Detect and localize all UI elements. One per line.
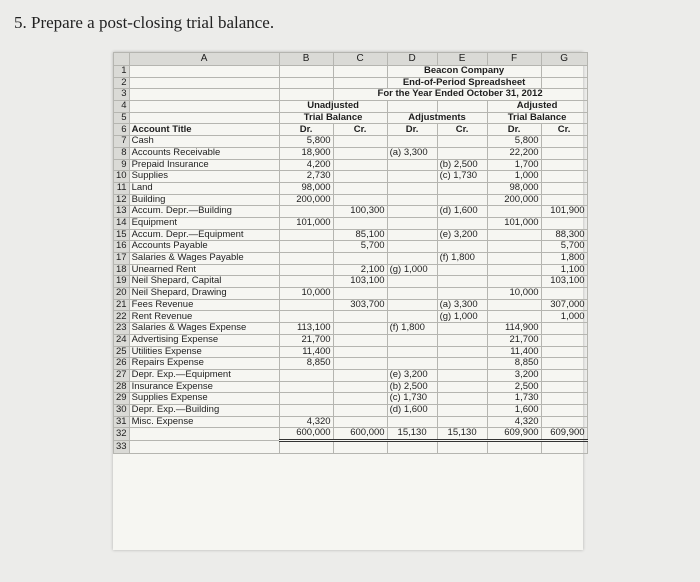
unadjusted-debit[interactable]: 10,000 — [279, 288, 333, 300]
adjusted-credit[interactable] — [541, 194, 587, 206]
adjusted-credit[interactable] — [541, 346, 587, 358]
adjustment-credit[interactable] — [437, 276, 487, 288]
adjustment-credit[interactable] — [437, 323, 487, 335]
column-header[interactable]: A — [129, 53, 279, 66]
cell[interactable] — [333, 66, 387, 78]
adjustment-credit[interactable] — [437, 369, 487, 381]
account-row — [114, 381, 588, 393]
adjusted-credit[interactable]: 101,900 — [541, 206, 587, 218]
account-title[interactable]: Unearned Rent — [129, 264, 279, 276]
adjusted-credit[interactable] — [541, 147, 587, 159]
unadjusted-credit[interactable] — [333, 194, 387, 206]
account-row — [114, 276, 588, 288]
header-row-5 — [114, 112, 588, 124]
cell[interactable] — [129, 428, 279, 441]
adjusted-debit[interactable]: 200,000 — [487, 194, 541, 206]
account-title[interactable]: Advertising Expense — [129, 334, 279, 346]
unadjusted-debit[interactable]: 98,000 — [279, 182, 333, 194]
adjusted-credit[interactable]: 307,000 — [541, 299, 587, 311]
adjusted-credit[interactable] — [541, 323, 587, 335]
unadjusted-debit[interactable]: 101,000 — [279, 217, 333, 229]
account-title[interactable]: Building — [129, 194, 279, 206]
row-number[interactable]: 32 — [114, 428, 130, 441]
account-row — [114, 346, 588, 358]
adjustment-credit[interactable]: (f) 1,800 — [437, 253, 487, 265]
cell[interactable] — [279, 441, 333, 454]
adjusted-credit[interactable] — [541, 381, 587, 393]
adjusted-credit[interactable] — [541, 136, 587, 148]
account-row — [114, 323, 588, 335]
adjusted-debit[interactable]: 1,000 — [487, 171, 541, 183]
column-header[interactable] — [114, 53, 130, 66]
account-title[interactable]: Prepaid Insurance — [129, 159, 279, 171]
column-header[interactable]: D — [387, 53, 437, 66]
adjustment-debit[interactable] — [387, 206, 437, 218]
adjusted-debit[interactable]: 2,500 — [487, 381, 541, 393]
adjusted-debit[interactable]: 21,700 — [487, 334, 541, 346]
adjusted-debit[interactable]: 1,730 — [487, 393, 541, 405]
adjusted-debit[interactable]: 101,000 — [487, 217, 541, 229]
unadjusted-credit[interactable] — [333, 136, 387, 148]
account-row — [114, 159, 588, 171]
unadjusted-debit[interactable] — [279, 299, 333, 311]
row-number[interactable]: 4 — [114, 101, 130, 113]
adjusted-credit[interactable] — [541, 369, 587, 381]
sheet-title[interactable]: End-of-Period Spreadsheet — [387, 77, 541, 89]
account-row — [114, 416, 588, 428]
cell[interactable] — [129, 101, 279, 113]
account-title[interactable]: Cash — [129, 136, 279, 148]
total-e[interactable]: 15,130 — [437, 428, 487, 441]
cell[interactable] — [279, 89, 333, 101]
cell[interactable] — [487, 441, 541, 454]
header-row-2 — [114, 77, 588, 89]
unadjusted-credit[interactable] — [333, 159, 387, 171]
adjusted-debit[interactable] — [487, 299, 541, 311]
account-row — [114, 299, 588, 311]
adjustment-credit[interactable]: (d) 1,600 — [437, 206, 487, 218]
adjustment-credit[interactable]: (c) 1,730 — [437, 171, 487, 183]
adjusted-debit[interactable]: 4,320 — [487, 416, 541, 428]
unadjusted-credit[interactable] — [333, 381, 387, 393]
column-header-row — [114, 53, 588, 66]
cell[interactable] — [387, 101, 437, 113]
adjustment-credit[interactable] — [437, 217, 487, 229]
adjustment-debit[interactable] — [387, 346, 437, 358]
adjusted-credit[interactable] — [541, 171, 587, 183]
empty-row — [114, 441, 588, 454]
dr-heading[interactable]: Dr. — [487, 124, 541, 136]
unadjusted-credit[interactable] — [333, 334, 387, 346]
account-row — [114, 288, 588, 300]
adjusted-debit[interactable]: 114,900 — [487, 323, 541, 335]
account-row — [114, 253, 588, 265]
unadjusted-debit[interactable]: 4,200 — [279, 159, 333, 171]
adjusted-credit[interactable] — [541, 334, 587, 346]
account-title[interactable]: Utilities Expense — [129, 346, 279, 358]
cr-heading[interactable]: Cr. — [333, 124, 387, 136]
unadjusted-credit[interactable] — [333, 147, 387, 159]
adjustment-debit[interactable] — [387, 241, 437, 253]
unadjusted-credit[interactable] — [333, 323, 387, 335]
cr-heading[interactable]: Cr. — [437, 124, 487, 136]
unadjusted-credit[interactable]: 103,100 — [333, 276, 387, 288]
adjustment-debit[interactable]: (f) 1,800 — [387, 323, 437, 335]
adjusted-credit[interactable]: 5,700 — [541, 241, 587, 253]
cell[interactable] — [129, 441, 279, 454]
account-title[interactable]: Accum. Depr.—Equipment — [129, 229, 279, 241]
adjustment-debit[interactable] — [387, 334, 437, 346]
account-title[interactable]: Accounts Payable — [129, 241, 279, 253]
unadjusted-credit[interactable] — [333, 311, 387, 323]
account-title[interactable]: Supplies Expense — [129, 393, 279, 405]
adjusted-debit[interactable] — [487, 264, 541, 276]
adjustment-credit[interactable] — [437, 136, 487, 148]
column-header[interactable]: B — [279, 53, 333, 66]
row-number[interactable]: 1 — [114, 66, 130, 78]
adjustment-debit[interactable] — [387, 182, 437, 194]
row-number[interactable]: 18 — [114, 264, 130, 276]
account-title[interactable]: Supplies — [129, 171, 279, 183]
adjustment-debit[interactable] — [387, 311, 437, 323]
row-number[interactable]: 17 — [114, 253, 130, 265]
adjustment-credit[interactable] — [437, 241, 487, 253]
adjusted-credit[interactable] — [541, 393, 587, 405]
adjusted-debit[interactable]: 98,000 — [487, 182, 541, 194]
unadjusted-credit[interactable] — [333, 217, 387, 229]
cell[interactable] — [437, 101, 487, 113]
adjustment-credit[interactable]: (e) 3,200 — [437, 229, 487, 241]
adjustment-credit[interactable]: (a) 3,300 — [437, 299, 487, 311]
unadjusted-debit[interactable] — [279, 393, 333, 405]
adjusted-debit[interactable]: 10,000 — [487, 288, 541, 300]
row-number[interactable]: 33 — [114, 441, 130, 454]
adjustment-credit[interactable] — [437, 182, 487, 194]
adjusted-credit[interactable]: 88,300 — [541, 229, 587, 241]
adjustment-debit[interactable]: (b) 2,500 — [387, 381, 437, 393]
account-row — [114, 182, 588, 194]
unadjusted-debit[interactable] — [279, 404, 333, 416]
adjusted-debit[interactable] — [487, 253, 541, 265]
adjustment-debit[interactable] — [387, 288, 437, 300]
adjusted-debit[interactable] — [487, 276, 541, 288]
adjustment-credit[interactable] — [437, 264, 487, 276]
row-number[interactable]: 20 — [114, 288, 130, 300]
unadjusted-debit[interactable] — [279, 253, 333, 265]
adjusted-credit[interactable]: 103,100 — [541, 276, 587, 288]
account-row — [114, 194, 588, 206]
adjustment-credit[interactable] — [437, 346, 487, 358]
adjustment-debit[interactable]: (g) 1,000 — [387, 264, 437, 276]
cell[interactable] — [541, 77, 587, 89]
account-title[interactable]: Neil Shepard, Capital — [129, 276, 279, 288]
row-number[interactable]: 19 — [114, 276, 130, 288]
company-name[interactable]: Beacon Company — [387, 66, 541, 78]
cell[interactable] — [541, 66, 587, 78]
unadjusted-debit[interactable]: 2,730 — [279, 171, 333, 183]
header-row-4 — [114, 101, 588, 113]
row-number[interactable]: 31 — [114, 416, 130, 428]
account-row — [114, 358, 588, 370]
cr-heading[interactable]: Cr. — [541, 124, 587, 136]
total-b[interactable]: 600,000 — [279, 428, 333, 441]
adjustment-debit[interactable] — [387, 416, 437, 428]
adjusted-debit[interactable]: 1,600 — [487, 404, 541, 416]
adjustment-credit[interactable] — [437, 334, 487, 346]
unadjusted-credit[interactable] — [333, 393, 387, 405]
row-number[interactable]: 13 — [114, 206, 130, 218]
column-header[interactable]: E — [437, 53, 487, 66]
adjusted-debit[interactable]: 11,400 — [487, 346, 541, 358]
account-title[interactable]: Land — [129, 182, 279, 194]
adjustment-debit[interactable] — [387, 253, 437, 265]
unadjusted-credit[interactable]: 5,700 — [333, 241, 387, 253]
adjusted-credit[interactable] — [541, 182, 587, 194]
unadjusted-credit[interactable] — [333, 346, 387, 358]
unadjusted-debit[interactable] — [279, 311, 333, 323]
account-row — [114, 264, 588, 276]
account-row — [114, 229, 588, 241]
totals-row — [114, 428, 588, 441]
row-number[interactable]: 8 — [114, 147, 130, 159]
adjusted-debit[interactable]: 22,200 — [487, 147, 541, 159]
row-number[interactable]: 29 — [114, 393, 130, 405]
unadjusted-debit[interactable] — [279, 264, 333, 276]
row-number[interactable]: 28 — [114, 381, 130, 393]
account-title[interactable]: Equipment — [129, 217, 279, 229]
row-number[interactable]: 27 — [114, 369, 130, 381]
adjustment-debit[interactable] — [387, 159, 437, 171]
adjustment-debit[interactable] — [387, 358, 437, 370]
period-heading[interactable]: For the Year Ended October 31, 2012 — [333, 89, 587, 101]
unadjusted-credit[interactable]: 100,300 — [333, 206, 387, 218]
adjustment-credit[interactable] — [437, 194, 487, 206]
row-number[interactable]: 16 — [114, 241, 130, 253]
account-row — [114, 334, 588, 346]
unadjusted-debit[interactable] — [279, 381, 333, 393]
row-number[interactable]: 23 — [114, 323, 130, 335]
cell[interactable] — [437, 441, 487, 454]
adjustment-debit[interactable] — [387, 171, 437, 183]
unadjusted-debit[interactable] — [279, 369, 333, 381]
cell[interactable] — [129, 77, 279, 89]
row-number[interactable]: 24 — [114, 334, 130, 346]
account-row — [114, 369, 588, 381]
unadjusted-debit[interactable]: 8,850 — [279, 358, 333, 370]
account-title-heading[interactable]: Account Title — [129, 124, 279, 136]
adjustment-debit[interactable] — [387, 276, 437, 288]
adjustments-heading[interactable]: Adjustments — [387, 112, 487, 124]
cell[interactable] — [333, 441, 387, 454]
cell[interactable] — [333, 77, 387, 89]
unadjusted-debit[interactable]: 113,100 — [279, 323, 333, 335]
total-f[interactable]: 609,900 — [487, 428, 541, 441]
adjustment-debit[interactable]: (e) 3,200 — [387, 369, 437, 381]
unadjusted-heading[interactable]: Unadjusted — [279, 101, 387, 113]
header-row-1 — [114, 66, 588, 78]
adjustment-credit[interactable]: (g) 1,000 — [437, 311, 487, 323]
row-number[interactable]: 6 — [114, 124, 130, 136]
row-number[interactable]: 11 — [114, 182, 130, 194]
account-title[interactable]: Salaries & Wages Payable — [129, 253, 279, 265]
adjustment-debit[interactable] — [387, 194, 437, 206]
unadjusted-credit[interactable]: 303,700 — [333, 299, 387, 311]
adjusted-credit[interactable]: 1,800 — [541, 253, 587, 265]
account-title[interactable]: Accounts Receivable — [129, 147, 279, 159]
total-c[interactable]: 600,000 — [333, 428, 387, 441]
header-row-6 — [114, 124, 588, 136]
question-title: 5. Prepare a post-closing trial balance. — [14, 13, 275, 32]
cell[interactable] — [129, 66, 279, 78]
account-row — [114, 136, 588, 148]
account-title[interactable]: Fees Revenue — [129, 299, 279, 311]
adjusted-credit[interactable] — [541, 358, 587, 370]
unadjusted-credit[interactable] — [333, 253, 387, 265]
unadjusted-credit[interactable]: 2,100 — [333, 264, 387, 276]
unadjusted-credit[interactable] — [333, 288, 387, 300]
adjusted-credit[interactable]: 1,100 — [541, 264, 587, 276]
adjustment-credit[interactable] — [437, 147, 487, 159]
adjustment-debit[interactable] — [387, 136, 437, 148]
account-row — [114, 206, 588, 218]
row-number[interactable]: 14 — [114, 217, 130, 229]
unadjusted-debit[interactable]: 4,320 — [279, 416, 333, 428]
unadjusted-debit[interactable] — [279, 276, 333, 288]
adjusted-debit[interactable]: 1,700 — [487, 159, 541, 171]
adjusted-debit[interactable] — [487, 206, 541, 218]
cell[interactable] — [387, 441, 437, 454]
unadjusted-credit[interactable] — [333, 182, 387, 194]
header-row-3 — [114, 89, 588, 101]
adjustment-debit[interactable] — [387, 299, 437, 311]
spreadsheet-grid — [113, 52, 588, 454]
row-number[interactable]: 22 — [114, 311, 130, 323]
unadjusted-credit[interactable] — [333, 358, 387, 370]
total-d[interactable]: 15,130 — [387, 428, 437, 441]
column-header[interactable]: F — [487, 53, 541, 66]
adjusted-credit[interactable] — [541, 159, 587, 171]
cell[interactable] — [279, 77, 333, 89]
row-number[interactable]: 25 — [114, 346, 130, 358]
account-row — [114, 393, 588, 405]
cell[interactable] — [279, 66, 333, 78]
unadjusted-debit[interactable]: 21,700 — [279, 334, 333, 346]
row-number[interactable]: 30 — [114, 404, 130, 416]
adjustment-credit[interactable] — [437, 381, 487, 393]
row-number[interactable]: 3 — [114, 89, 130, 101]
adjustment-debit[interactable]: (c) 1,730 — [387, 393, 437, 405]
unadjusted-debit[interactable] — [279, 206, 333, 218]
account-row — [114, 311, 588, 323]
adjustment-credit[interactable] — [437, 288, 487, 300]
account-title[interactable]: Insurance Expense — [129, 381, 279, 393]
account-row — [114, 147, 588, 159]
unadjusted-debit[interactable]: 18,900 — [279, 147, 333, 159]
unadjusted-debit[interactable]: 11,400 — [279, 346, 333, 358]
account-title[interactable]: Rent Revenue — [129, 311, 279, 323]
adjustment-debit[interactable]: (a) 3,300 — [387, 147, 437, 159]
adjustment-debit[interactable] — [387, 229, 437, 241]
adjusted-trial-balance-heading[interactable]: Trial Balance — [487, 112, 587, 124]
unadjusted-credit[interactable]: 85,100 — [333, 229, 387, 241]
dr-heading[interactable]: Dr. — [387, 124, 437, 136]
account-title[interactable]: Depr. Exp.—Building — [129, 404, 279, 416]
adjustment-credit[interactable] — [437, 358, 487, 370]
account-row — [114, 241, 588, 253]
row-number[interactable]: 26 — [114, 358, 130, 370]
account-title[interactable]: Depr. Exp.—Equipment — [129, 369, 279, 381]
adjusted-credit[interactable] — [541, 217, 587, 229]
adjustment-credit[interactable] — [437, 416, 487, 428]
total-g[interactable]: 609,900 — [541, 428, 587, 441]
row-number[interactable]: 7 — [114, 136, 130, 148]
account-title[interactable]: Accum. Depr.—Building — [129, 206, 279, 218]
adjusted-credit[interactable] — [541, 416, 587, 428]
adjustment-debit[interactable]: (d) 1,600 — [387, 404, 437, 416]
cell[interactable] — [129, 89, 279, 101]
row-number[interactable]: 9 — [114, 159, 130, 171]
adjusted-debit[interactable] — [487, 229, 541, 241]
adjusted-credit[interactable]: 1,000 — [541, 311, 587, 323]
account-row — [114, 217, 588, 229]
account-title[interactable]: Salaries & Wages Expense — [129, 323, 279, 335]
cell[interactable] — [541, 441, 587, 454]
unadjusted-debit[interactable]: 200,000 — [279, 194, 333, 206]
unadjusted-credit[interactable] — [333, 416, 387, 428]
adjusted-debit[interactable]: 3,200 — [487, 369, 541, 381]
account-title[interactable]: Repairs Expense — [129, 358, 279, 370]
adjustment-credit[interactable] — [437, 393, 487, 405]
row-number[interactable]: 10 — [114, 171, 130, 183]
adjustment-credit[interactable] — [437, 404, 487, 416]
row-number[interactable]: 12 — [114, 194, 130, 206]
row-number[interactable]: 2 — [114, 77, 130, 89]
trial-balance-heading[interactable]: Trial Balance — [279, 112, 387, 124]
adjusted-debit[interactable]: 8,850 — [487, 358, 541, 370]
column-header[interactable]: C — [333, 53, 387, 66]
unadjusted-debit[interactable] — [279, 229, 333, 241]
adjusted-credit[interactable] — [541, 404, 587, 416]
unadjusted-credit[interactable] — [333, 404, 387, 416]
unadjusted-credit[interactable] — [333, 369, 387, 381]
adjusted-debit[interactable] — [487, 241, 541, 253]
dr-heading[interactable]: Dr. — [279, 124, 333, 136]
account-row — [114, 404, 588, 416]
account-row — [114, 171, 588, 183]
row-number[interactable]: 5 — [114, 112, 130, 124]
adjustment-credit[interactable]: (b) 2,500 — [437, 159, 487, 171]
column-header[interactable]: G — [541, 53, 587, 66]
unadjusted-debit[interactable]: 5,800 — [279, 136, 333, 148]
adjusted-debit[interactable] — [487, 311, 541, 323]
adjusted-heading[interactable]: Adjusted — [487, 101, 587, 113]
account-title[interactable]: Neil Shepard, Drawing — [129, 288, 279, 300]
row-number[interactable]: 15 — [114, 229, 130, 241]
account-title[interactable]: Misc. Expense — [129, 416, 279, 428]
unadjusted-debit[interactable] — [279, 241, 333, 253]
adjustment-debit[interactable] — [387, 217, 437, 229]
adjusted-credit[interactable] — [541, 288, 587, 300]
cell[interactable] — [129, 112, 279, 124]
adjusted-debit[interactable]: 5,800 — [487, 136, 541, 148]
row-number[interactable]: 21 — [114, 299, 130, 311]
unadjusted-credit[interactable] — [333, 171, 387, 183]
